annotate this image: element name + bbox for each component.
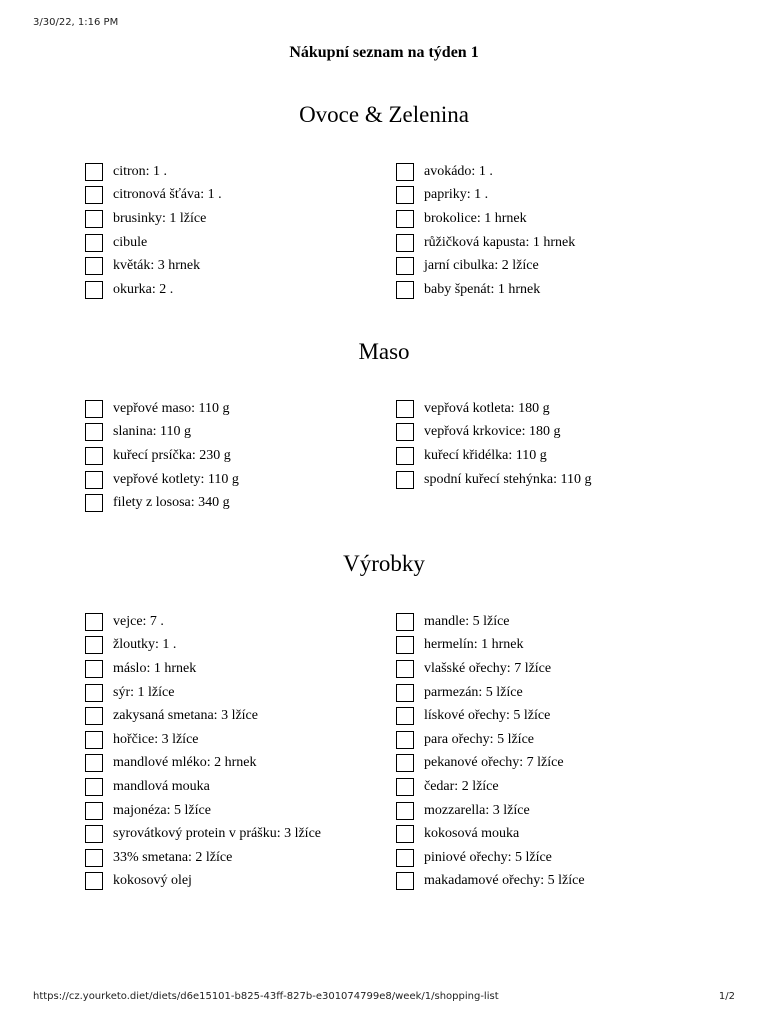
item-label: parmezán: 5 lžíce [424,684,523,700]
list-item [396,728,696,752]
section-heading-products: Výrobky [343,551,425,576]
checkbox[interactable] [85,778,103,796]
item-label: žloutky: 1 . [113,637,177,653]
list-item [85,231,385,255]
item-label: majonéza: 5 lžíce [113,802,211,818]
item-label: mandle: 5 lžíce [424,613,510,629]
list-item [85,491,385,515]
checkbox[interactable] [396,731,414,749]
item-label: čedar: 2 lžíce [424,778,499,794]
list-item [396,657,696,681]
checkbox[interactable] [396,684,414,702]
list-item [85,278,385,302]
list-item [85,704,385,728]
checkbox[interactable] [85,447,103,465]
list-item [396,184,696,208]
list-item [396,160,696,184]
checkbox[interactable] [396,872,414,890]
section-fruit-vegetables-right-column [396,160,696,302]
checkbox[interactable] [396,471,414,489]
list-item [85,799,385,823]
checkbox[interactable] [85,684,103,702]
checkbox[interactable] [85,210,103,228]
checkbox[interactable] [396,660,414,678]
item-label: citronová šťáva: 1 . [113,187,222,203]
item-label: vejce: 7 . [113,613,164,629]
checkbox[interactable] [396,447,414,465]
list-item [85,634,385,658]
list-item [396,681,696,705]
checkbox[interactable] [85,872,103,890]
item-label: vlašské ořechy: 7 lžíce [424,660,552,676]
list-item [396,421,696,445]
checkbox[interactable] [85,471,103,489]
item-label: lískové ořechy: 5 lžíce [424,708,551,724]
checkbox[interactable] [396,423,414,441]
item-label: baby špenát: 1 hrnek [424,281,541,297]
item-label: hermelín: 1 hrnek [424,637,524,653]
item-label: vepřová kotleta: 180 g [424,400,550,416]
list-item [85,870,385,894]
item-label: citron: 1 . [113,163,168,179]
item-label: jarní cibulka: 2 lžíce [424,258,539,274]
section-heading-fruit-vegetables: Ovoce & Zelenina [299,102,469,127]
list-item [396,704,696,728]
list-item [396,207,696,231]
list-item [396,254,696,278]
item-label: slanina: 110 g [113,424,192,440]
list-item [85,397,385,421]
page-title: Nákupní seznam na týden 1 [289,44,479,61]
list-item [396,822,696,846]
list-item [396,278,696,302]
list-item [396,397,696,421]
item-label: zakysaná smetana: 3 lžíce [113,708,258,724]
item-label: máslo: 1 hrnek [113,660,197,676]
item-label: para ořechy: 5 lžíce [424,731,534,747]
item-label: cibule [113,234,148,250]
list-item [396,846,696,870]
list-item [85,822,385,846]
item-label: vepřová krkovice: 180 g [424,424,561,440]
item-label: kokosový olej [113,873,192,889]
item-label: syrovátkový protein v prášku: 3 lžíce [113,826,322,842]
checkbox[interactable] [396,636,414,654]
list-item [85,468,385,492]
list-item [396,799,696,823]
section-products-right-column [396,610,696,893]
section-meat-left-column [85,397,385,515]
checkbox[interactable] [85,400,103,418]
checkbox[interactable] [396,163,414,181]
checkbox[interactable] [85,707,103,725]
item-label: mozzarella: 3 lžíce [424,802,530,818]
checkbox[interactable] [396,707,414,725]
checkbox[interactable] [396,802,414,820]
item-label: mandlové mléko: 2 hrnek [113,755,257,771]
list-item [396,775,696,799]
checkbox[interactable] [396,400,414,418]
item-label: růžičková kapusta: 1 hrnek [424,234,576,250]
checkbox[interactable] [85,257,103,275]
list-item [85,610,385,634]
checkbox[interactable] [396,613,414,631]
list-item [85,421,385,445]
item-label: mandlová mouka [113,778,210,794]
item-label: piniové ořechy: 5 lžíce [424,849,552,865]
checkbox[interactable] [396,825,414,843]
print-footer [33,991,735,1002]
checkbox[interactable] [85,636,103,654]
checkbox[interactable] [85,281,103,299]
list-item [85,184,385,208]
item-label: brokolice: 1 hrnek [424,210,527,226]
checkbox[interactable] [85,754,103,772]
item-label: hořčice: 3 lžíce [113,731,199,747]
checkbox[interactable] [396,778,414,796]
list-item [85,657,385,681]
section-heading-meat: Maso [358,339,410,364]
item-label: kokosová mouka [424,826,520,842]
item-label: kuřecí prsíčka: 230 g [113,447,231,463]
item-label: spodní kuřecí stehýnka: 110 g [424,471,592,487]
list-item [396,870,696,894]
list-item [396,231,696,255]
item-label: makadamové ořechy: 5 lžíce [424,873,585,889]
item-label: vepřové kotlety: 110 g [113,471,239,487]
checkbox[interactable] [85,802,103,820]
checkbox[interactable] [85,163,103,181]
item-label: filety z lososa: 340 g [113,495,230,511]
list-item [396,468,696,492]
checkbox[interactable] [396,281,414,299]
list-item [396,634,696,658]
list-item [85,207,385,231]
checkbox[interactable] [85,825,103,843]
item-label: brusinky: 1 lžíce [113,210,207,226]
checkbox[interactable] [396,234,414,252]
section-meat-right-column [396,397,696,491]
item-label: okurka: 2 . [113,281,174,297]
item-label: kuřecí křidélka: 110 g [424,447,547,463]
list-item [396,444,696,468]
list-item [85,444,385,468]
list-item [85,728,385,752]
list-item [85,846,385,870]
checkbox[interactable] [396,754,414,772]
checkbox[interactable] [85,613,103,631]
checkbox[interactable] [85,849,103,867]
list-item [85,254,385,278]
item-label: papriky: 1 . [424,187,489,203]
item-label: 33% smetana: 2 lžíce [113,849,233,865]
checkbox[interactable] [396,849,414,867]
checkbox[interactable] [85,234,103,252]
checkbox[interactable] [396,210,414,228]
item-label: avokádo: 1 . [424,163,493,179]
section-products-left-column [85,610,385,893]
list-item [396,610,696,634]
list-item [396,752,696,776]
checkbox[interactable] [85,660,103,678]
checkbox[interactable] [85,186,103,204]
list-item [85,681,385,705]
item-label: sýr: 1 lžíce [113,684,175,700]
page-url: https://cz.yourketo.diet/diets/d6e15101-b825-43ff-827b-e301074799e8/week/1/shopping-list [33,991,499,1002]
print-date: 3/30/22, 1:16 PM [33,17,119,28]
checkbox[interactable] [85,731,103,749]
section-fruit-vegetables-left-column [85,160,385,302]
list-item [85,160,385,184]
checkbox[interactable] [85,423,103,441]
item-label: květák: 3 hrnek [113,258,201,274]
list-item [85,775,385,799]
page-number: 1/2 [718,991,735,1002]
list-item [85,752,385,776]
checkbox[interactable] [396,257,414,275]
checkbox[interactable] [85,494,103,512]
checkbox[interactable] [396,186,414,204]
item-label: pekanové ořechy: 7 lžíce [424,755,564,771]
item-label: vepřové maso: 110 g [113,400,230,416]
